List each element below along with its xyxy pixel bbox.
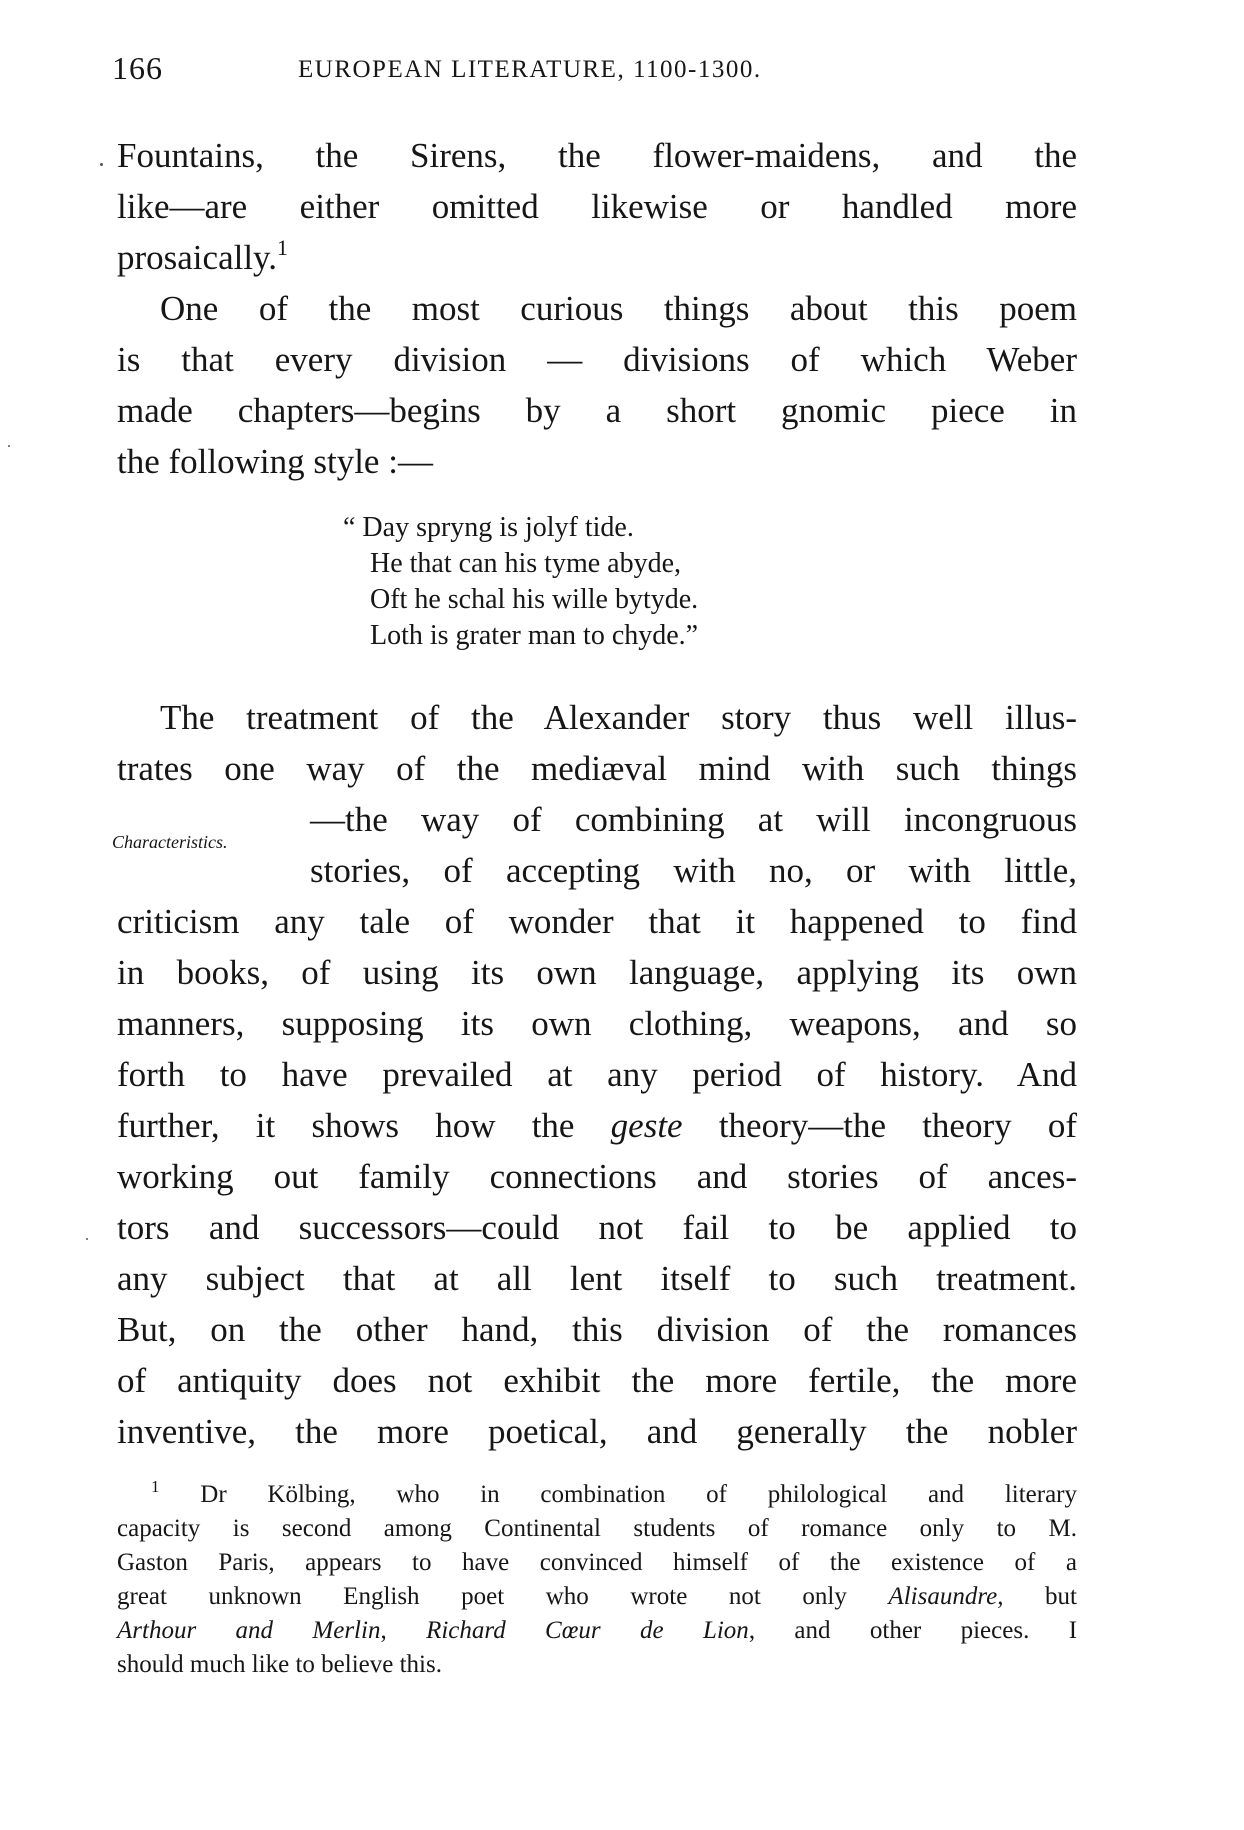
print-speck: [8, 445, 10, 447]
footnote-line: [117, 1580, 1077, 1614]
running-title: EUROPEAN LITERATURE, 1100-1300.: [298, 56, 762, 83]
text-line: forth to have prevailed at any period of history. And: [117, 1055, 1077, 1094]
verse-line: Loth is grater man to chyde.”: [370, 620, 699, 651]
text-span: prosaically.: [117, 238, 278, 277]
text-line: One of the most curious things about this poem: [160, 289, 1077, 328]
italic-term: geste: [610, 1106, 683, 1145]
side-note: Characteristics.: [112, 832, 228, 852]
text-line: —the way of combining at will incongruous: [310, 800, 1077, 839]
text-line: inventive, the more poetical, and generally the nobler: [117, 1412, 1077, 1451]
italic-title: Alisaundre,: [888, 1583, 1004, 1610]
text-line: working out family connections and stories of ances-: [117, 1157, 1077, 1196]
italic-title: Richard Cœur de Lion: [426, 1617, 749, 1644]
footnote-reference: 1: [277, 235, 289, 260]
text-span: theory—the theory of: [682, 1106, 1077, 1145]
paragraph-3: [117, 692, 1077, 1457]
paragraph-2: [117, 283, 1077, 487]
text-span: Dr Kölbing, who in combination of philological and literary: [200, 1481, 1078, 1508]
text-line: Fountains, the Sirens, the flower-maidens, and the: [117, 136, 1077, 175]
verse-line: Oft he schal his wille bytyde.: [370, 584, 699, 615]
print-speck: [100, 163, 103, 166]
text-line: manners, supposing its own clothing, weapons, and so: [117, 1004, 1077, 1043]
text-line: stories, of accepting with no, or with little,: [310, 851, 1077, 890]
verse-line: “ Day spryng is jolyf tide.: [343, 512, 634, 543]
text-line: the following style :—: [117, 442, 433, 481]
footnote-line: should much like to believe this.: [117, 1651, 442, 1678]
text-span: further, it shows how the: [117, 1106, 611, 1145]
text-line: trates one way of the mediæval mind with such things: [117, 749, 1077, 788]
text-line: is that every division — divisions of which Weber: [117, 340, 1077, 379]
text-line: tors and successors—could not fail to be applied to: [117, 1208, 1077, 1247]
footnote-line: [117, 1478, 1077, 1512]
text-line: in books, of using its own language, applying its own: [117, 953, 1077, 992]
text-line: [117, 232, 1077, 283]
text-span: ,: [380, 1617, 427, 1644]
text-line: of antiquity does not exhibit the more fertile, the more: [117, 1361, 1077, 1400]
footnote-line: Gaston Paris, appears to have convinced himself of the existence of a: [117, 1549, 1077, 1576]
poem-quotation: [343, 510, 983, 654]
text-line: any subject that at all lent itself to such treatment.: [117, 1259, 1077, 1298]
footnote-line: capacity is second among Continental students of romance only to M.: [117, 1515, 1077, 1542]
print-speck: [86, 1238, 88, 1240]
text-line: [117, 1100, 1077, 1151]
text-span: but: [1003, 1583, 1077, 1610]
verse-line: He that can his tyme abyde,: [370, 548, 682, 579]
running-head: [112, 50, 1082, 100]
text-line: But, on the other hand, this division of the romances: [117, 1310, 1077, 1349]
italic-title: Arthour and Merlin: [117, 1617, 381, 1644]
text-line: like—are either omitted likewise or handled more: [117, 187, 1077, 226]
footnote: [117, 1478, 1077, 1682]
text-line: criticism any tale of wonder that it happened to find: [117, 902, 1077, 941]
paragraph-1: [117, 130, 1077, 283]
text-span: , and other pieces. I: [748, 1617, 1078, 1644]
text-line: made chapters—begins by a short gnomic piece in: [117, 391, 1077, 430]
footnote-line: [117, 1614, 1077, 1648]
text-line: The treatment of the Alexander story thus well illus-: [160, 698, 1077, 737]
text-span: great unknown English poet who wrote not only: [117, 1583, 889, 1610]
footnote-marker: 1: [151, 1477, 160, 1496]
page-number: 166: [112, 50, 163, 86]
